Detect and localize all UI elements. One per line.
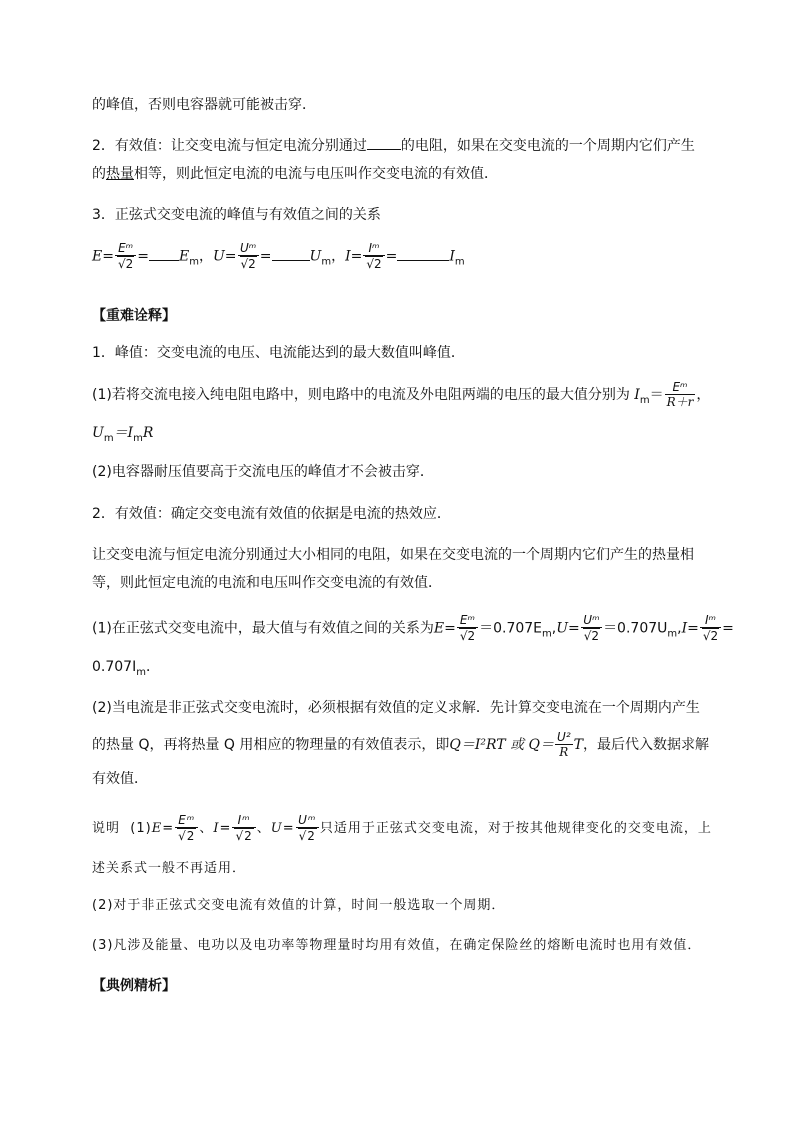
symbol: I xyxy=(634,387,640,403)
equals: = xyxy=(102,248,114,265)
sqrt-two: √2 xyxy=(702,629,719,643)
fraction xyxy=(457,614,478,643)
symbol: E xyxy=(433,620,445,637)
text: 2．有效值：确定交变电流有效值的依据是电流的热效应． xyxy=(92,506,451,522)
paragraph-line xyxy=(92,422,153,444)
paragraph-line xyxy=(92,572,442,592)
denominator: R＋r xyxy=(666,395,694,409)
paragraph-line xyxy=(92,94,316,114)
text: (1)在正弦式交变电流中，最大值与有效值之间的关系为 xyxy=(92,620,434,637)
numerator: Eᵐ xyxy=(665,381,696,395)
sqrt-two: √2 xyxy=(459,629,476,643)
paragraph-line xyxy=(92,135,695,155)
equals: = xyxy=(687,620,699,637)
text: 有效值． xyxy=(92,771,148,787)
sqrt-two: √2 xyxy=(117,257,134,271)
subscript: m xyxy=(189,256,199,268)
paragraph-line xyxy=(92,768,148,788)
symbol: U xyxy=(270,821,283,836)
formula-line xyxy=(92,242,465,271)
sqrt-two: √2 xyxy=(235,829,253,843)
text: (1)若将交流电接入纯电阻电路中，则电路中的电流及外电阻两端的电压的最大值分别为 xyxy=(92,387,630,403)
fill-blank xyxy=(367,137,401,150)
paragraph-line xyxy=(92,163,498,183)
text: 述关系式一般不再适用． xyxy=(92,861,247,876)
sqrt-two: √2 xyxy=(178,829,196,843)
numerator: U² xyxy=(557,730,571,744)
equals: = xyxy=(568,620,580,637)
numerator: Iᵐ xyxy=(700,614,721,628)
subscript: m xyxy=(103,432,114,444)
fraction xyxy=(581,614,602,643)
equals: = xyxy=(385,248,398,265)
fraction xyxy=(175,814,198,843)
symbol: E xyxy=(151,821,163,836)
symbol: E xyxy=(178,248,190,265)
symbol: T xyxy=(573,737,583,753)
note-line: 说明 (1)E= $\frac{\text{Eᵐ}}{√2}$ 、I= $\frac{\text{Iᵐ}}{√2}$ 、U= $\frac{\text{Uᵐ}}{√2}$ 只适用于正弦式交变电流，对于按其他规律变化的交变电流，上 xyxy=(92,813,712,843)
symbol: U xyxy=(92,425,104,441)
comma: ， xyxy=(331,248,346,265)
text: 等，则此恒定电流的电流和电压叫作交变电流的有效值． xyxy=(92,575,442,591)
denominator xyxy=(296,828,319,843)
numerator: Eᵐ xyxy=(115,242,136,256)
text: 只适用于正弦式交变电流，对于按其他规律变化的交变电流，上 xyxy=(319,821,712,836)
denominator xyxy=(363,256,384,271)
text-underlined: 热量 xyxy=(106,166,134,182)
paragraph-line xyxy=(92,461,434,481)
paragraph-line: (1)在正弦式交变电流中，最大值与有效值之间的关系为E= $\frac{\text{Eᵐ}}{√2}$ $=0.707E_m,U=$ $\frac{\text{Uᵐ}}{√2}$ $=0.707U_m,I=$ $\frac{\text{Iᵐ}}{√2}$ = xyxy=(92,613,734,643)
denominator xyxy=(581,628,602,643)
text: 的热量 Q，再将热量 Q 用相应的物理量的有效值表示，即 xyxy=(92,737,450,753)
denominator xyxy=(232,828,255,843)
formula: Q＝I²RT 或 Q＝ xyxy=(449,737,555,753)
text: 的电阻，如果在交变电流的一个周期内它们产生 xyxy=(400,138,695,154)
numerator: Iᵐ xyxy=(232,814,255,828)
symbol: U xyxy=(556,620,569,637)
comma: ， xyxy=(198,248,213,265)
fraction xyxy=(700,614,721,643)
fill-blank xyxy=(272,248,310,261)
fraction xyxy=(665,381,696,409)
text: ，最后代入数据求解 xyxy=(582,737,709,753)
subscript: m xyxy=(454,256,465,268)
numerator: Eᵐ xyxy=(175,814,198,828)
fraction xyxy=(555,731,573,759)
note-line xyxy=(92,894,505,913)
text: 的峰值，否则电容器就可能被击穿． xyxy=(92,97,316,113)
text: ＝0.707U xyxy=(603,620,668,637)
fraction xyxy=(296,814,319,843)
text: (3)凡涉及能量、电功以及电功率等物理量时均用有效值，在确定保险丝的熔断电流时也用有效值． xyxy=(92,938,702,953)
numerator: Eᵐ xyxy=(457,614,478,628)
sqrt-two: √2 xyxy=(583,629,600,643)
symbol: U xyxy=(309,248,322,265)
equals: = xyxy=(350,248,363,265)
paragraph-line xyxy=(92,381,710,409)
symbol: R xyxy=(142,425,154,441)
text: 2．有效值：让交变电流与恒定电流分别通过 xyxy=(92,138,367,154)
text: 相等，则此恒定电流的电流与电压叫作交变电流的有效值． xyxy=(134,166,498,182)
text: 1．峰值：交变电流的电压、电流能达到的最大数值叫峰值． xyxy=(92,345,465,361)
denominator xyxy=(238,256,259,271)
fill-blank xyxy=(397,248,449,261)
symbol: I xyxy=(681,620,688,637)
paragraph-line xyxy=(92,544,694,564)
note-line xyxy=(92,934,701,953)
note-line xyxy=(92,857,246,876)
text: 的 xyxy=(92,166,106,182)
paragraph-line xyxy=(92,204,381,224)
note-label: 说明 xyxy=(92,821,121,836)
text: 0.707I xyxy=(92,659,137,675)
symbol: I xyxy=(449,248,455,265)
paragraph-line xyxy=(92,503,451,523)
fraction xyxy=(232,814,255,843)
paragraph-line xyxy=(92,731,709,759)
comma: ， xyxy=(696,387,711,403)
paragraph-line xyxy=(92,342,465,362)
symbol-i: I xyxy=(345,248,351,265)
equals: ＝ xyxy=(649,387,664,403)
text: ＝I xyxy=(113,425,134,441)
text: (2)电容器耐压值要高于交流电压的峰值才不会被击穿． xyxy=(92,464,434,480)
sqrt-two: √2 xyxy=(240,257,256,271)
denominator xyxy=(175,828,198,843)
equals: = xyxy=(224,248,237,265)
text: (1) xyxy=(130,821,152,836)
subscript: m xyxy=(667,628,678,640)
equals: = xyxy=(444,620,456,637)
numerator: Uᵐ xyxy=(296,814,319,828)
fraction xyxy=(238,242,259,271)
equals: = xyxy=(722,620,734,637)
symbol-u: U xyxy=(212,248,225,265)
text: 3．正弦式交变电流的峰值与有效值之间的关系 xyxy=(92,207,381,223)
numerator: Iᵐ xyxy=(363,242,384,256)
sqrt-two: √2 xyxy=(366,257,382,271)
text: ＝0.707E xyxy=(479,620,543,637)
subscript: m xyxy=(133,432,143,444)
denominator xyxy=(115,256,136,271)
symbol: I xyxy=(213,821,220,836)
denominator xyxy=(457,628,478,643)
subscript: m xyxy=(136,666,146,678)
sqrt-two: √2 xyxy=(298,829,316,843)
denominator xyxy=(700,628,721,643)
subscript: m xyxy=(542,628,552,640)
paragraph-line: $0.707I_m$． xyxy=(92,659,160,678)
section-heading: 【重难诠释】 xyxy=(92,308,176,324)
paragraph-line xyxy=(92,697,700,717)
text: (2)当电流是非正弦式交变电流时，必须根据有效值的定义求解．先计算交变电流在一个周期内产生 xyxy=(92,700,700,716)
numerator: Uᵐ xyxy=(581,614,602,628)
numerator: Uᵐ xyxy=(238,242,259,256)
fill-blank xyxy=(149,248,179,261)
fraction xyxy=(363,242,384,271)
section-heading: 【典例精析】 xyxy=(92,978,176,994)
text: 让交变电流与恒定电流分别通过大小相同的电阻，如果在交变电流的一个周期内它们产生的热量相 xyxy=(92,547,694,563)
symbol-e: E xyxy=(92,248,103,265)
subscript: m xyxy=(639,394,650,406)
subscript: m xyxy=(321,256,332,268)
fraction xyxy=(115,242,136,271)
equals: = xyxy=(259,248,272,265)
text: (2)对于非正弦式交变电流有效值的计算，时间一般选取一个周期． xyxy=(92,898,506,913)
denominator: R xyxy=(559,745,569,759)
equals: = xyxy=(137,248,149,265)
